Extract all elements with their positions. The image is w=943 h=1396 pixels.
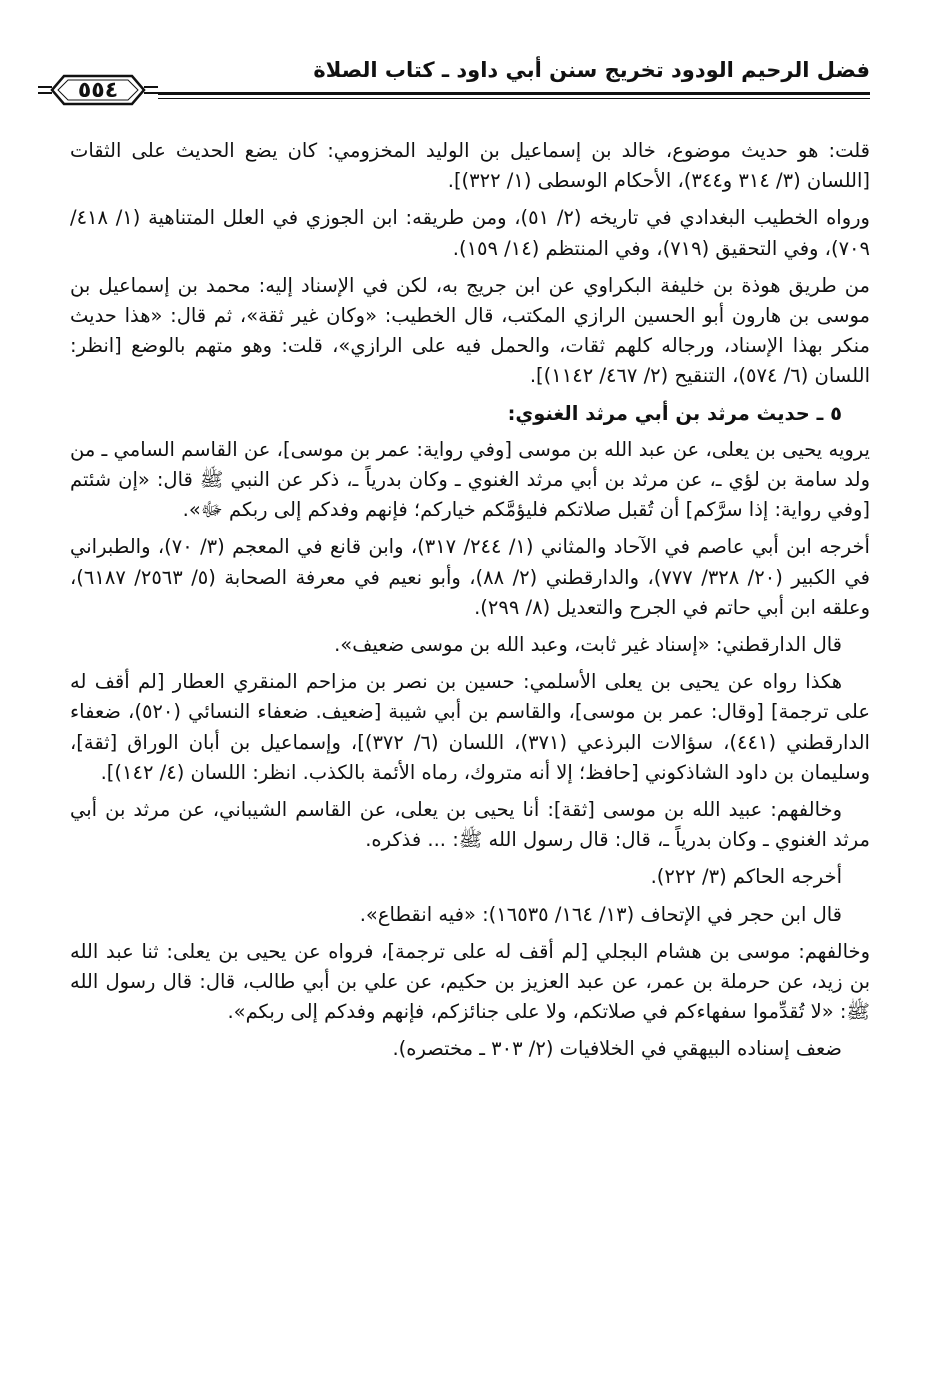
paragraph: من طريق هوذة بن خليفة البكراوي عن ابن جريج به، لكن في الإسناد إليه: محمد بن إسماعيل بن موسى بن هارون أبو الحسين الرازي المكتب، قال الخطيب: «وكان غير ثقة»، ثم قال: «هذا حديث منكر بهذا الإسناد، ورجاله كلهم ثقات، والحمل فيه على الرازي»، قلت: وهو متهم بالوضع [انظر: اللسان (٦/ ٥٧٤)، التنقيح (٢/ ٤٦٧/ ١١٤٢)]. (70, 273, 870, 388)
paragraph: ورواه الخطيب البغدادي في تاريخه (٢/ ٥١)، ومن طريقه: ابن الجوزي في العلل المتناهية (١/ ٤١٨/ ٧٠٩)، وفي التحقيق (٧١٩)، وفي المنتظم (١٤/ ١٥٩). (70, 206, 870, 260)
paragraph: قلت: هو حديث موضوع، خالد بن إسماعيل بن الوليد المخزومي: كان يضع الحديث على الثقات [اللسان (٣/ ٣١٤ و٣٤٤)، الأحكام الوسطى (١/ ٣٢٢)]. (70, 139, 870, 193)
paragraph: وخالفهم: موسى بن هشام البجلي [لم أقف له على ترجمة]، فرواه عن يحيى بن يعلى: ثنا عبد الله بن زيد، عن حرملة بن عمر، عن عبد العزيز بن حكيم، عن علي بن أبي طالب، قال: قال رسول الله ﷺ: «لا تُقدِّموا سفهاءكم في صلاتكم، ولا على جنائزكم، فإنهم وفدكم إلى ربكم». (70, 939, 870, 1024)
section-heading: ٥ ـ حديث مرثد بن أبي مرثد الغنوي: (507, 401, 842, 425)
running-title: فضل الرحيم الودود تخريج سنن أبي داود ـ كتاب الصلاة (313, 58, 870, 82)
paragraph: وخالفهم: عبيد الله بن موسى [ثقة]: أنا يحيى بن يعلى، عن القاسم الشيباني، عن مرثد بن أبي مرثد الغنوي ـ وكان بدرياً ـ، قال: قال رسول الله ﷺ: ... فذكره. (70, 798, 870, 852)
header-rule (70, 92, 870, 99)
page-number: ٥٥٤ (77, 77, 119, 103)
page-number-badge (38, 70, 158, 110)
paragraph: هكذا رواه عن يحيى بن يعلى الأسلمي: حسين بن نصر بن مزاحم المنقري العطار [لم أقف له على ترجمة] [وقال: عمر بن موسى]، والقاسم بن أبي شيبة [ضعيف. ضعفاء النسائي (٥٢٠)، ضعفاء الدارقطني (٤٤١)، سؤالات البرذعي (٣٧١)، اللسان (٦/ ٣٧٢)]، وإسماعيل بن أبان الوراق [ثقة]، وسليمان بن داود الشاذكوني [حافظ؛ إلا أنه متروك، رماه الأئمة بالكذب. انظر: اللسان (٤/ ١٤٢)]. (70, 670, 870, 784)
running-header (70, 48, 870, 92)
paragraph: قال الدارقطني: «إسناد غير ثابت، وعبد الله بن موسى ضعيف». (334, 633, 842, 657)
paragraph: يرويه يحيى بن يعلى، عن عبد الله بن موسى [وفي رواية: عمر بن موسى]، عن القاسم السامي ـ من ولد سامة بن لؤي ـ، عن مرثد بن أبي مرثد الغنوي ـ وكان بدرياً ـ، ذكر عن النبي ﷺ قال: «إن شئتم [وفي رواية: إذا سرَّكم] أن تُقبل صلاتكم فليؤمَّكم خياركم؛ فإنهم وفدكم إلى ربكم ﷻ». (70, 437, 870, 522)
paragraph: قال ابن حجر في الإتحاف (١٣/ ١٦٤/ ١٦٥٣٥): «فيه انقطاع». (359, 902, 842, 926)
paragraph: أخرجه ابن أبي عاصم في الآحاد والمثاني (١/ ٢٤٤/ ٣١٧)، وابن قانع في المعجم (٣/ ٧٠)، والطبراني في الكبير (٢٠/ ٣٢٨/ ٧٧٧)، والدارقطني (٢/ ٨٨)، وأبو نعيم في معرفة الصحابة (٥/ ٢٥٦٣/ ٦١٨٧)، وعلقه ابن أبي حاتم في الجرح والتعديل (٨/ ٢٩٩). (70, 535, 870, 619)
paragraph: ضعف إسناده البيهقي في الخلافيات (٢/ ٣٠٣ ـ مختصره). (392, 1037, 842, 1061)
main-text (70, 136, 870, 1072)
paragraph: أخرجه الحاكم (٣/ ٢٢٢). (650, 865, 842, 889)
